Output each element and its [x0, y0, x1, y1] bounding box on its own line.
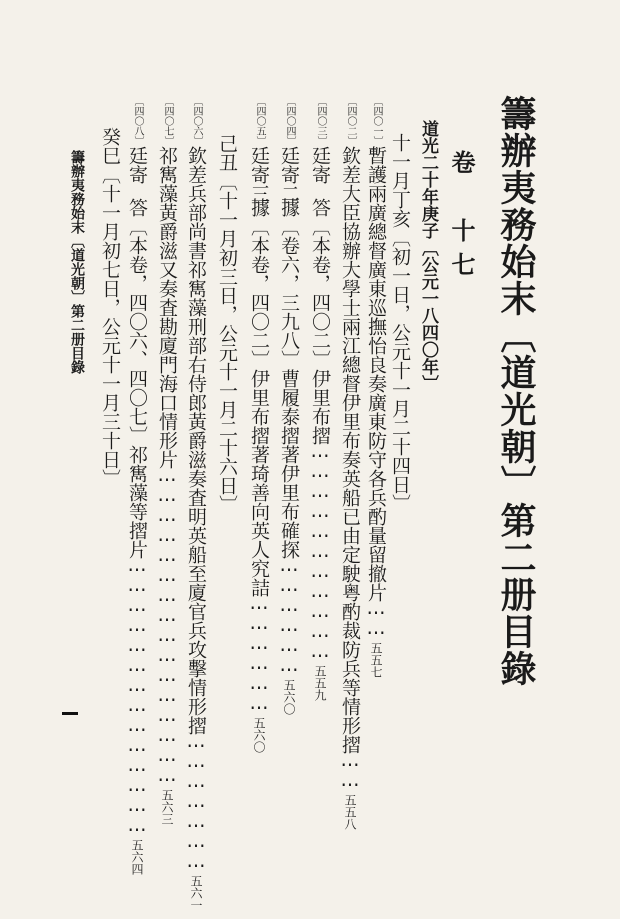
running-footer: 籌辦夷務始末〔道光朝〕第二册目錄: [69, 150, 85, 374]
page-number: 五五九: [313, 665, 327, 701]
date-heading-3: 癸巳〔十一月初七日，公元十一月三十日〕: [99, 127, 121, 488]
leader-dots: ⋯⋯: [365, 602, 387, 642]
page-number: 五六三: [160, 789, 174, 825]
entry-number: 〔四〇四〕: [284, 96, 295, 146]
date-heading-1: 十一月丁亥〔初一日，公元十一月二十四日〕: [389, 133, 411, 513]
toc-entry-407[interactable]: [157, 96, 176, 825]
toc-entry-408[interactable]: [127, 96, 146, 184]
leader-dots: ⋯⋯⋯⋯⋯⋯: [248, 597, 270, 717]
page-number: 五五八: [343, 794, 357, 830]
page-number: 五五七: [369, 642, 383, 678]
toc-entry-408-sub: [127, 198, 146, 875]
leader-dots: ⋯⋯⋯⋯⋯⋯⋯: [185, 735, 207, 875]
entry-text: 欽差兵部尚書祁寯藻刑部右侍郎黃爵滋奏査明英船至廈官兵攻擊情形摺: [185, 146, 207, 735]
toc-entry-405[interactable]: [249, 96, 268, 203]
entry-text: 暫護兩廣總督廣東巡撫怡良奏廣東防守各兵酌量留撤片: [365, 146, 387, 602]
entry-text: 廷寄三: [248, 146, 270, 203]
toc-entry-401[interactable]: [366, 96, 385, 678]
entry-text: 廷寄: [126, 146, 148, 184]
entry-text: 廷寄二: [278, 146, 300, 203]
year-heading: 道光二十年庚子〔公元一八四〇年〕: [418, 120, 438, 392]
entry-number: 〔四〇六〕: [191, 96, 202, 146]
entry-number: 〔四〇七〕: [162, 96, 173, 146]
leader-dots: ⋯⋯: [339, 754, 361, 794]
date-heading-2: 己丑〔十一月初三日，公元十一月二十六日〕: [216, 134, 238, 514]
entry-subtext: 據〔卷六，三九八〕曹履泰摺著伊里布確探: [278, 198, 300, 559]
page-number: 五六一: [189, 875, 203, 911]
toc-entry-404-sub: [279, 198, 298, 715]
entry-number: 〔四〇一〕: [371, 96, 382, 146]
page-marker: [62, 712, 78, 715]
toc-entry-402[interactable]: [340, 96, 359, 830]
entry-number: 〔四〇三〕: [315, 96, 326, 146]
toc-entry-404[interactable]: [279, 96, 298, 203]
leader-dots: ⋯⋯⋯⋯⋯⋯⋯⋯⋯⋯⋯⋯⋯⋯: [126, 559, 148, 839]
leader-dots: ⋯⋯⋯⋯⋯⋯: [278, 559, 300, 679]
page-title: 籌辦夷務始末〔道光朝〕第二册目錄: [495, 95, 537, 687]
entry-subtext: 答〔本卷，四〇六、四〇七〕祁寯藻等摺片: [126, 198, 148, 559]
entry-text: 欽差大臣協辦大學士兩江總督伊里布奏英船已由定駛粤酌裁防兵等情形摺: [339, 146, 361, 754]
toc-entry-405-sub: [249, 198, 268, 753]
entry-number: 〔四〇五〕: [254, 96, 265, 146]
page-number: 五六四: [130, 839, 144, 875]
leader-dots: ⋯⋯⋯⋯⋯⋯⋯⋯⋯⋯⋯: [309, 445, 331, 665]
page-number: 五六〇: [252, 717, 266, 753]
entry-text: 廷寄: [309, 146, 331, 184]
toc-entry-403[interactable]: [310, 96, 329, 184]
toc-entry-403-sub: [310, 198, 329, 701]
entry-number: 〔四〇二〕: [345, 96, 356, 146]
page-number: 五六〇: [282, 679, 296, 715]
entry-subtext: 答〔本卷，四〇二〕伊里布摺: [309, 198, 331, 445]
entry-subtext: 據〔本卷，四〇二〕伊里布摺著琦善向英人究詰: [248, 198, 270, 597]
toc-entry-406[interactable]: [186, 96, 205, 911]
entry-text: 祁寯藻黃爵滋又奏査勘廈門海口情形片: [156, 146, 178, 469]
leader-dots: ⋯⋯⋯⋯⋯⋯⋯⋯⋯⋯⋯⋯⋯⋯⋯⋯: [156, 469, 178, 789]
volume-heading: 卷 十七: [447, 150, 476, 286]
entry-number: 〔四〇八〕: [132, 96, 143, 146]
